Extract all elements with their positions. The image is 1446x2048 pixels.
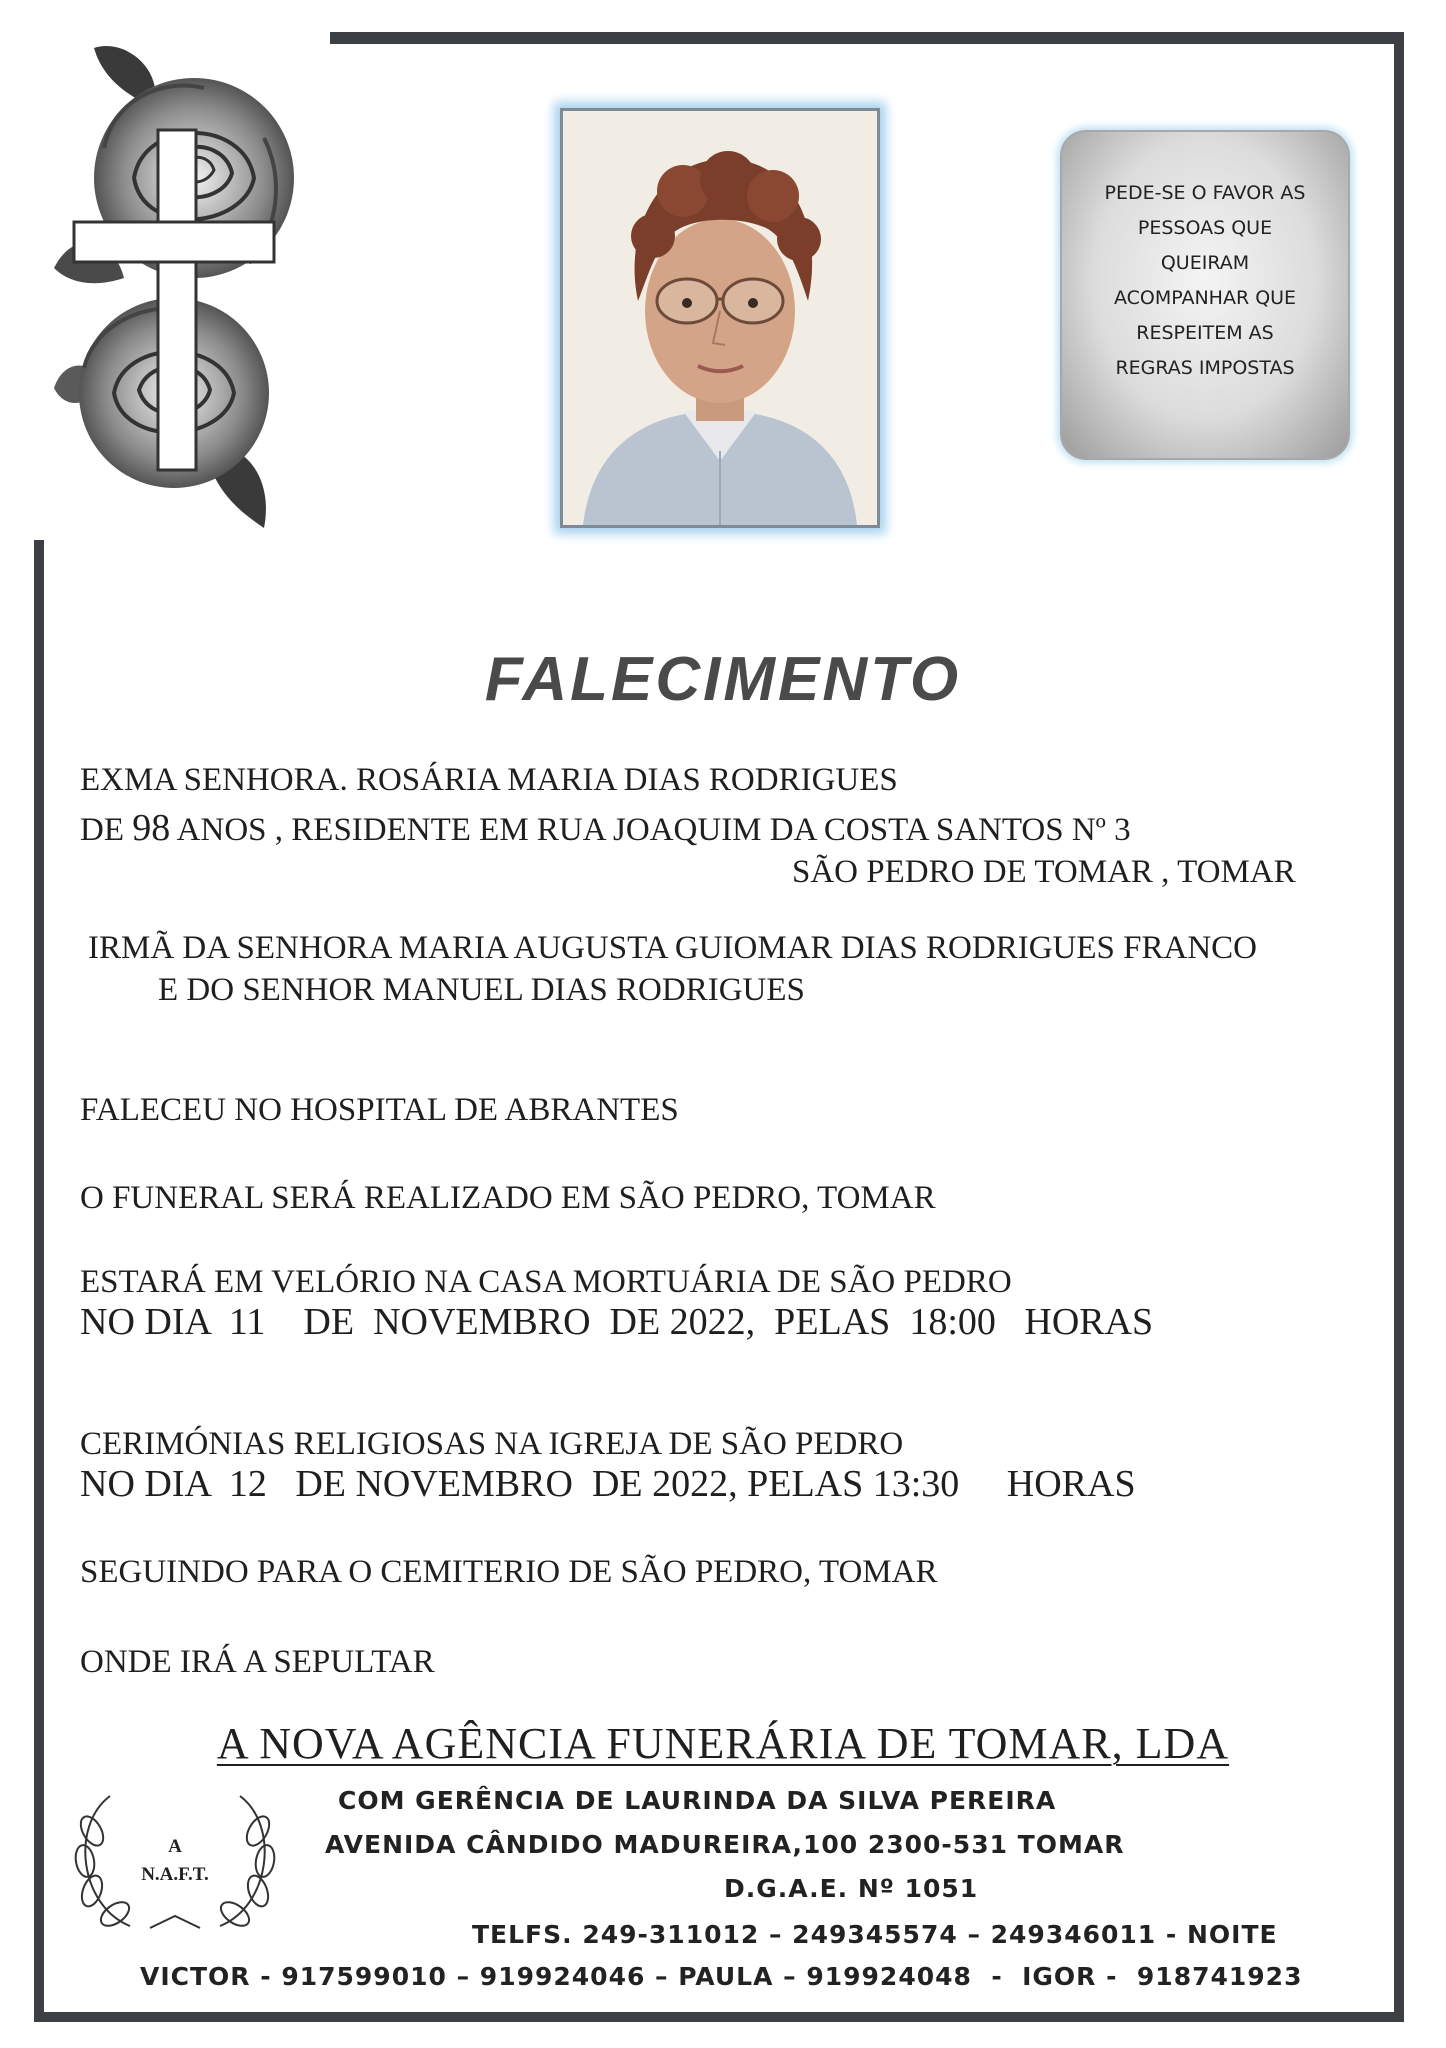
agency-address: AVENIDA CÂNDIDO MADUREIRA,100 2300-531 TOMAR bbox=[325, 1830, 1125, 1859]
deceased-residence bbox=[80, 808, 1131, 850]
logo-acronym: N.A.F.T. bbox=[141, 1864, 209, 1885]
residence-street: ANOS , RESIDENTE EM RUA JOAQUIM DA COSTA SANTOS Nº 3 bbox=[170, 812, 1131, 848]
agency-logo bbox=[70, 1786, 280, 1936]
notice-line: QUEIRAM bbox=[1160, 252, 1250, 274]
logo-letter: A bbox=[168, 1836, 182, 1857]
notice-text bbox=[1062, 176, 1348, 386]
ceremony-place: CERIMÓNIAS RELIGIOSAS NA IGREJA DE SÃO PEDRO bbox=[80, 1426, 904, 1462]
deceased-locality: SÃO PEDRO DE TOMAR , TOMAR bbox=[792, 854, 1296, 890]
agency-contacts: VICTOR - 917599010 – 919924046 – PAULA – 919924048 - IGOR - 918741923 bbox=[140, 1962, 1303, 1991]
agency-name: A NOVA AGÊNCIA FUNERÁRIA DE TOMAR, LDA bbox=[216, 1719, 1230, 1768]
agency-dgae: D.G.A.E. Nº 1051 bbox=[724, 1874, 979, 1903]
page-title: FALECIMENTO bbox=[484, 645, 962, 714]
laurel-wreath-icon bbox=[70, 1786, 280, 1936]
wake-date: NO DIA 11 DE NOVEMBRO DE 2022, PELAS 18:00 HORAS bbox=[80, 1301, 1154, 1343]
deceased-photo bbox=[560, 108, 880, 528]
ceremony-date: NO DIA 12 DE NOVEMBRO DE 2022, PELAS 13:30 HORAS bbox=[80, 1463, 1136, 1505]
notice-line: PESSOAS QUE bbox=[1137, 217, 1273, 239]
family-sister: IRMÃ DA SENHORA MARIA AUGUSTA GUIOMAR DIAS RODRIGUES FRANCO bbox=[88, 930, 1258, 966]
deceased-age: 98 bbox=[132, 807, 171, 849]
family-brother: E DO SENHOR MANUEL DIAS RODRIGUES bbox=[158, 972, 805, 1008]
notice-line: REGRAS IMPOSTAS bbox=[1115, 357, 1295, 379]
agency-management: COM GERÊNCIA DE LAURINDA DA SILVA PEREIRA bbox=[338, 1786, 1057, 1815]
rose-cross-icon bbox=[34, 28, 294, 548]
notice-line: PEDE-SE O FAVOR AS bbox=[1104, 182, 1306, 204]
cemetery: SEGUINDO PARA O CEMITERIO DE SÃO PEDRO, TOMAR bbox=[80, 1554, 938, 1590]
agency-phones: TELFS. 249-311012 – 249345574 – 249346011 - NOITE bbox=[472, 1920, 1278, 1949]
age-prefix: DE bbox=[80, 812, 133, 848]
death-place: FALECEU NO HOSPITAL DE ABRANTES bbox=[80, 1092, 679, 1128]
notice-line: ACOMPANHAR QUE bbox=[1113, 287, 1297, 309]
deceased-name: EXMA SENHORA. ROSÁRIA MARIA DIAS RODRIGUES bbox=[80, 762, 898, 798]
notice-line: RESPEITEM AS bbox=[1136, 322, 1274, 344]
wake-place: ESTARÁ EM VELÓRIO NA CASA MORTUÁRIA DE SÃO PEDRO bbox=[80, 1264, 1012, 1300]
burial: ONDE IRÁ A SEPULTAR bbox=[80, 1644, 435, 1680]
funeral-place: O FUNERAL SERÁ REALIZADO EM SÃO PEDRO, TOMAR bbox=[80, 1180, 936, 1216]
covid-rules-notice bbox=[1060, 130, 1350, 460]
portrait-icon bbox=[563, 111, 877, 525]
